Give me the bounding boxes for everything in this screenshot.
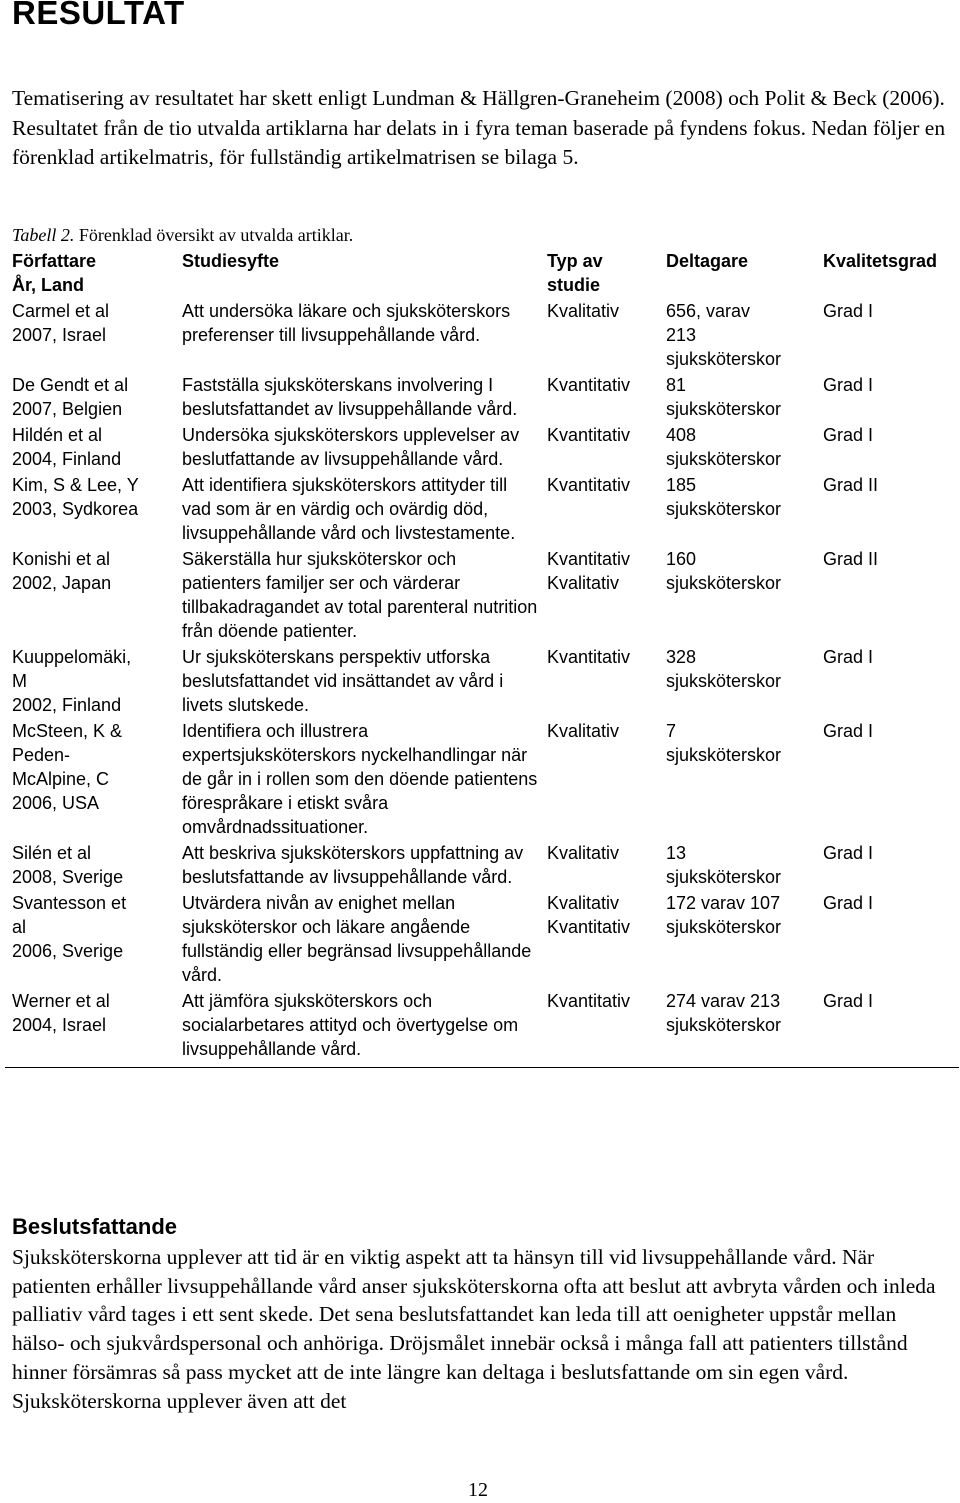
cell-author: Silén et al 2008, Sverige (12, 843, 124, 887)
cell-grade: Grad I (823, 301, 874, 321)
header-participants: Deltagare (666, 251, 749, 271)
cell-purpose: Utvärdera nivån av enighet mellan sjuksköterskor och läkare angående fullständig eller begränsad livsuppehållande vård. (182, 893, 532, 985)
cell-author: Hildén et al 2004, Finland (12, 425, 122, 469)
table-caption-text: Förenklad översikt av utvalda artiklar. (74, 225, 354, 245)
cell-author: Kim, S & Lee, Y 2003, Sydkorea (12, 475, 139, 519)
cell-type: Kvantitativ (547, 647, 631, 667)
page-heading: RESULTAT (12, 0, 185, 31)
cell-type: Kvantitativ (547, 991, 631, 1011)
cell-grade: Grad I (823, 647, 874, 667)
cell-type: Kvantitativ (547, 375, 631, 395)
section-paragraph: Sjuksköterskorna upplever att tid är en viktig aspekt att ta hänsyn till vid livsuppehållande vård. När patienten erhåller livsuppehållande vård anser sjuksköterskorna ofta att beslut att avbryta vården och inleda palliativ vård tages i ett sent skede. Det sena beslutsfattandet kan leda till att oenigheter uppstår mellan hälso- och sjukvårdspersonal och anhöriga. Dröjsmålet innebär också i många fall att patienters tillstånd hinner försämras så pass mycket att de inte längre kan deltaga i beslutsfattande om sin egen vård. Sjuksköterskorna upplever även att det (12, 1245, 936, 1413)
cell-purpose: Fastställa sjuksköterskans involvering I beslutsfattandet av livsuppehållande vård. (182, 375, 518, 419)
table-row (5, 371, 959, 421)
cell-author: Svantesson et al 2006, Sverige (12, 893, 127, 961)
cell-purpose: Att jämföra sjuksköterskors och socialarbetares attityd och övertygelse om livsuppehållande vård. (182, 991, 519, 1059)
cell-grade: Grad II (823, 475, 879, 495)
cell-purpose: Att identifiera sjuksköterskors attityder till vad som är en värdig och ovärdig död, livsuppehållande vård och livstestamente. (182, 475, 516, 543)
table-body (5, 297, 959, 1068)
cell-grade: Grad I (823, 375, 874, 395)
intro-paragraph: Tematisering av resultatet har skett enligt Lundman & Hällgren-Graneheim (2008) och Polit & Beck (2006). Resultatet från de tio utvalda artiklarna har delats in i fyra teman baserade på fyndens fokus. Nedan följer en förenklad artikelmatris, för fullständig artikelmatrisen se bilaga 5. (12, 86, 946, 169)
cell-purpose: Identifiera och illustrera expertsjuksköterskors nyckelhandlingar när de går in i rollen som den döende patientens förespråkare i etiskt svåra omvårdnadssituationer. (182, 721, 538, 837)
header-purpose: Studiesyfte (182, 251, 280, 271)
cell-type: Kvalitativ (547, 721, 620, 741)
table-row (5, 643, 959, 717)
cell-participants: 13 sjuksköterskor (666, 843, 782, 887)
table-row (5, 839, 959, 889)
page-number: 12 (468, 1479, 488, 1501)
cell-author: Werner et al 2004, Israel (12, 991, 110, 1035)
table-row (5, 717, 959, 839)
cell-participants: 81 sjuksköterskor (666, 375, 782, 419)
table-row (5, 545, 959, 643)
cell-author: De Gendt et al 2007, Belgien (12, 375, 129, 419)
cell-purpose: Ur sjuksköterskans perspektiv utforska beslutsfattandet vid insättandet av vård i livets slutskede. (182, 647, 504, 715)
header-type: Typ av studie (547, 251, 603, 295)
cell-type: Kvantitativ (547, 425, 631, 445)
cell-participants: 172 varav 107 sjuksköterskor (666, 893, 782, 937)
cell-grade: Grad I (823, 425, 874, 445)
header-author: Författare År, Land (12, 251, 97, 295)
cell-participants: 274 varav 213 sjuksköterskor (666, 991, 782, 1035)
cell-type: Kvalitativ (547, 843, 620, 863)
table-row (5, 889, 959, 987)
cell-type: Kvantitativ (547, 475, 631, 495)
cell-author: McSteen, K & Peden- McAlpine, C 2006, USA (12, 721, 123, 813)
table-caption-label: Tabell 2. (12, 225, 75, 245)
header-grade: Kvalitetsgrad (823, 251, 938, 271)
cell-purpose: Säkerställa hur sjuksköterskor och patienters familjer ser och värderar tillbakadragandet av total parenteral nutrition från döende patienter. (182, 549, 538, 641)
cell-purpose: Att beskriva sjuksköterskors uppfattning av beslutsfattande av livsuppehållande vård. (182, 843, 524, 887)
cell-purpose: Undersöka sjuksköterskors upplevelser av beslutfattande av livsuppehållande vård. (182, 425, 520, 469)
cell-participants: 185 sjuksköterskor (666, 475, 782, 519)
cell-grade: Grad II (823, 549, 879, 569)
cell-participants: 160 sjuksköterskor (666, 549, 782, 593)
cell-author: Carmel et al 2007, Israel (12, 301, 110, 345)
cell-participants: 656, varav 213 sjuksköterskor (666, 301, 782, 369)
cell-grade: Grad I (823, 893, 874, 913)
cell-participants: 328 sjuksköterskor (666, 647, 782, 691)
cell-participants: 7 sjuksköterskor (666, 721, 782, 765)
cell-type: Kvalitativ (547, 301, 620, 321)
table-row (5, 471, 959, 545)
cell-purpose: Att undersöka läkare och sjuksköterskors preferenser till livsuppehållande vård. (182, 301, 511, 345)
table-header-row (5, 246, 959, 297)
cell-author: Kuuppelomäki, M 2002, Finland (12, 647, 132, 715)
table-row (5, 987, 959, 1068)
article-matrix-table (5, 246, 959, 1068)
table-caption (12, 225, 353, 246)
table-row (5, 297, 959, 371)
section-title: Beslutsfattande (12, 1214, 178, 1239)
cell-author: Konishi et al 2002, Japan (12, 549, 112, 593)
cell-type: Kvalitativ Kvantitativ (547, 893, 631, 937)
cell-grade: Grad I (823, 721, 874, 741)
cell-grade: Grad I (823, 843, 874, 863)
table-row (5, 421, 959, 471)
cell-participants: 408 sjuksköterskor (666, 425, 782, 469)
cell-type: Kvantitativ Kvalitativ (547, 549, 631, 593)
cell-grade: Grad I (823, 991, 874, 1011)
